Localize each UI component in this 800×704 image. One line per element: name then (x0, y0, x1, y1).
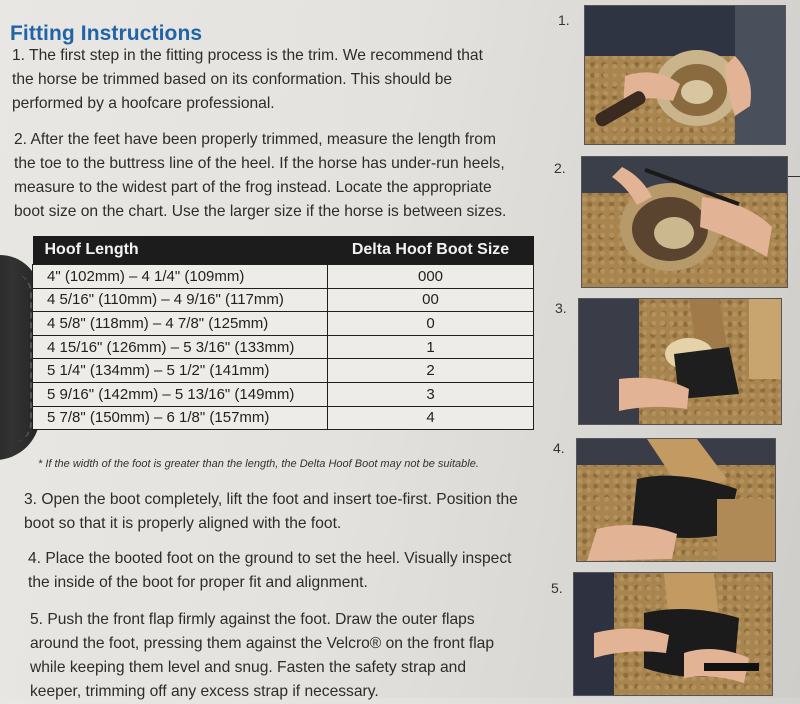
boot-size-cell: 2 (328, 359, 534, 383)
boot-size-cell: 4 (328, 406, 534, 430)
photo-number-3: 3. (555, 300, 567, 316)
hoof-length-cell: 5 7/8" (150mm) – 6 1/8" (157mm) (33, 406, 328, 430)
table-row (33, 265, 534, 289)
boot-size-cell: 000 (328, 265, 534, 289)
hoof-length-cell: 5 9/16" (142mm) – 5 13/16" (149mm) (33, 382, 328, 406)
photo-fastening-flaps (573, 572, 773, 696)
header-hoof-length: Hoof Length (33, 236, 328, 265)
table-row (33, 406, 534, 430)
size-footnote: * If the width of the foot is greater than the length, the Delta Hoof Boot may not be suitable. (38, 458, 479, 470)
page-title: Fitting Instructions (10, 22, 203, 45)
photo-inserting-hoof (578, 298, 782, 425)
photo-booted-foot (576, 438, 776, 562)
hoof-length-cell: 4 5/8" (118mm) – 4 7/8" (125mm) (33, 312, 328, 336)
step-5-text: 5. Push the front flap firmly against the foot. Draw the outer flaps around the foot, pressing them against the Velcro® on the front flap while keeping them level and snug. Fasten the safety strap and keeper, trimming off any excess strap if necessary. (30, 611, 494, 700)
photo-number-1: 1. (558, 12, 570, 28)
hoof-length-cell: 4 5/16" (110mm) – 4 9/16" (117mm) (33, 288, 328, 312)
boot-size-cell: 1 (328, 335, 534, 359)
table-row (33, 335, 534, 359)
photo-number-2: 2. (554, 160, 566, 176)
step-1-text: 1. The first step in the fitting process is the trim. We recommend that the horse be trimmed based on its conformation. This should be performed by a hoofcare professional. (12, 47, 483, 112)
boot-size-cell: 00 (328, 288, 534, 312)
boot-size-cell: 0 (328, 312, 534, 336)
header-boot-size: Delta Hoof Boot Size (328, 236, 534, 265)
boot-size-cell: 3 (328, 382, 534, 406)
photo-number-5: 5. (551, 580, 563, 596)
table-row (33, 359, 534, 383)
step-3-text: 3. Open the boot completely, lift the foot and insert toe-first. Position the boot so that it is properly aligned with the foot. (24, 491, 518, 532)
step-4-text: 4. Place the booted foot on the ground to set the heel. Visually inspect the inside of the boot for proper fit and alignment. (28, 550, 512, 591)
photo-measuring-hoof (581, 156, 788, 288)
hoof-length-cell: 5 1/4" (134mm) – 5 1/2" (141mm) (33, 359, 328, 383)
step-2-text: 2. After the feet have been properly trimmed, measure the length from the toe to the buttress line of the heel. If the horse has under-run heels, measure to the widest part of the frog instead. Locate the appropriate boot size on the chart. Use the larger size if the horse is between sizes. (14, 131, 507, 220)
photo-trimming-hoof (584, 5, 786, 145)
size-chart-table (32, 236, 534, 430)
hoof-length-cell: 4" (102mm) – 4 1/4" (109mm) (33, 265, 328, 289)
hoof-length-cell: 4 15/16" (126mm) – 5 3/16" (133mm) (33, 335, 328, 359)
table-header-row (33, 236, 534, 265)
photo-number-4: 4. (553, 440, 565, 456)
table-row (33, 288, 534, 312)
table-row (33, 382, 534, 406)
table-row (33, 312, 534, 336)
